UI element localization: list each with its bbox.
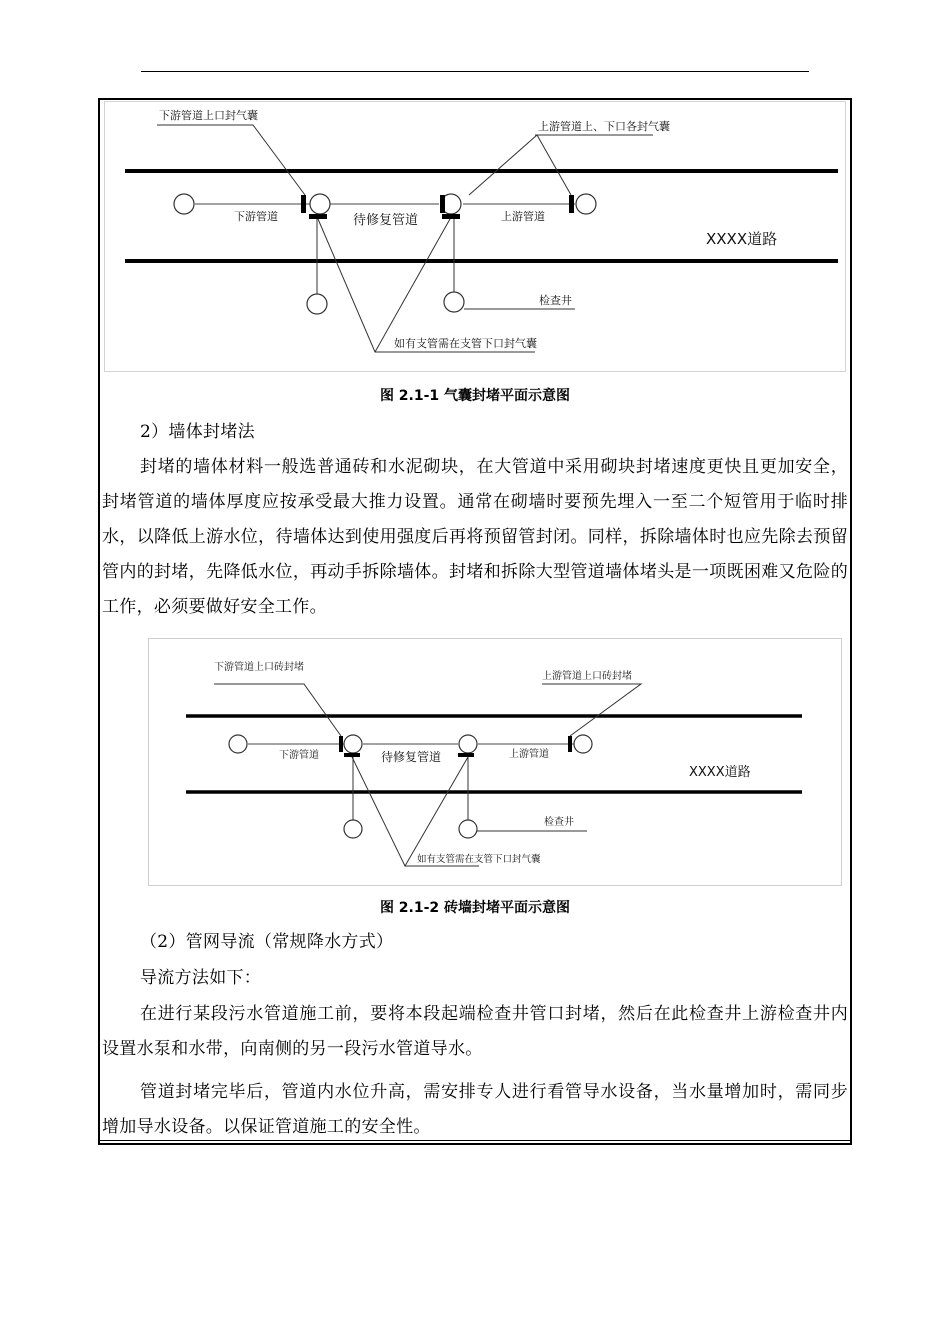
leader-lines bbox=[157, 125, 653, 352]
label-repair-pipe: 待修复管道 bbox=[381, 750, 442, 764]
leader-lines bbox=[214, 684, 641, 866]
manhole-circle bbox=[229, 735, 247, 753]
section-wall-paragraph: 封堵的墙体材料一般选普通砖和水泥砌块，在大管道中采用砌块封堵速度更快且更加安全，封堵管道的墙体厚度应按承受最大推力设置。通常在砌墙时要预先埋入一至二个短管用于临时排水，以降低上游水位，待墙体达到使用强度后再将预留管封闭。同样，拆除墙体时也应先除去预留管内的封堵，先降低水位，再动手拆除墙体。封堵和拆除大型管道墙体堵头是一项既困难又危险的工作，必须要做好安全工作。 bbox=[102, 457, 848, 617]
manhole-circle bbox=[310, 194, 330, 214]
label-upstream-pipe: 上游管道 bbox=[501, 210, 545, 223]
section-diversion-paragraph1: 在进行某段污水管道施工前，要将本段起端检查井管口封堵，然后在此检查井上游检查井内设置水泵和水带，向南侧的另一段污水管道导水。 bbox=[102, 1004, 848, 1059]
label-upstream-pipe: 上游管道 bbox=[509, 749, 549, 760]
manhole-circle bbox=[174, 194, 194, 214]
manhole-circle bbox=[459, 820, 477, 838]
label-branch-bag: 如有支管需在支管下口封气囊 bbox=[394, 337, 537, 350]
header-rule bbox=[141, 71, 809, 72]
label-downstream-top-bag: 下游管道上口封气囊 bbox=[159, 109, 258, 122]
brick-wall-plan-diagram bbox=[149, 639, 843, 887]
section-diversion-paragraph2: 管道封堵完毕后，管道内水位升高，需安排专人进行看管导水设备，当水量增加时，需同步增加导水设备。以保证管道施工的安全性。 bbox=[102, 1082, 848, 1137]
label-manhole: 检查井 bbox=[544, 817, 574, 828]
manhole-circle bbox=[344, 735, 362, 753]
label-manhole: 检查井 bbox=[539, 294, 572, 307]
manhole-circle bbox=[459, 735, 477, 753]
label-downstream-top-wall: 下游管道上口砖封堵 bbox=[214, 662, 304, 673]
branch-manhole-circle bbox=[344, 820, 362, 838]
section-wall-heading: 2）墙体封堵法 bbox=[140, 422, 255, 442]
label-road: XXXX道路 bbox=[689, 765, 751, 780]
label-upstream-top-wall: 上游管道上口砖封堵 bbox=[542, 671, 632, 682]
label-branch-bag: 如有支管需在支管下口封气囊 bbox=[417, 854, 541, 865]
label-repair-pipe: 待修复管道 bbox=[353, 213, 419, 228]
figure-brick-wall-plan bbox=[148, 638, 842, 886]
figure2-caption: 图 2.1-2 砖墙封堵平面示意图 bbox=[379, 900, 571, 916]
section-diversion-heading: （2）管网导流（常规降水方式） bbox=[140, 932, 394, 952]
branch-manhole-circle bbox=[307, 294, 327, 314]
label-downstream-pipe: 下游管道 bbox=[279, 750, 319, 761]
manhole-circle bbox=[574, 735, 592, 753]
airbag-plan-diagram bbox=[105, 102, 847, 373]
figure-airbag-plan bbox=[104, 101, 846, 372]
section-diversion-intro: 导流方法如下： bbox=[140, 968, 262, 988]
label-upstream-bags: 上游管道上、下口各封气囊 bbox=[538, 120, 670, 133]
manhole-circle bbox=[576, 194, 596, 214]
figure1-caption: 图 2.1-1 气囊封堵平面示意图 bbox=[379, 388, 571, 404]
manhole-circle bbox=[444, 292, 464, 312]
label-downstream-pipe: 下游管道 bbox=[234, 210, 278, 223]
label-road: XXXX道路 bbox=[706, 230, 778, 248]
